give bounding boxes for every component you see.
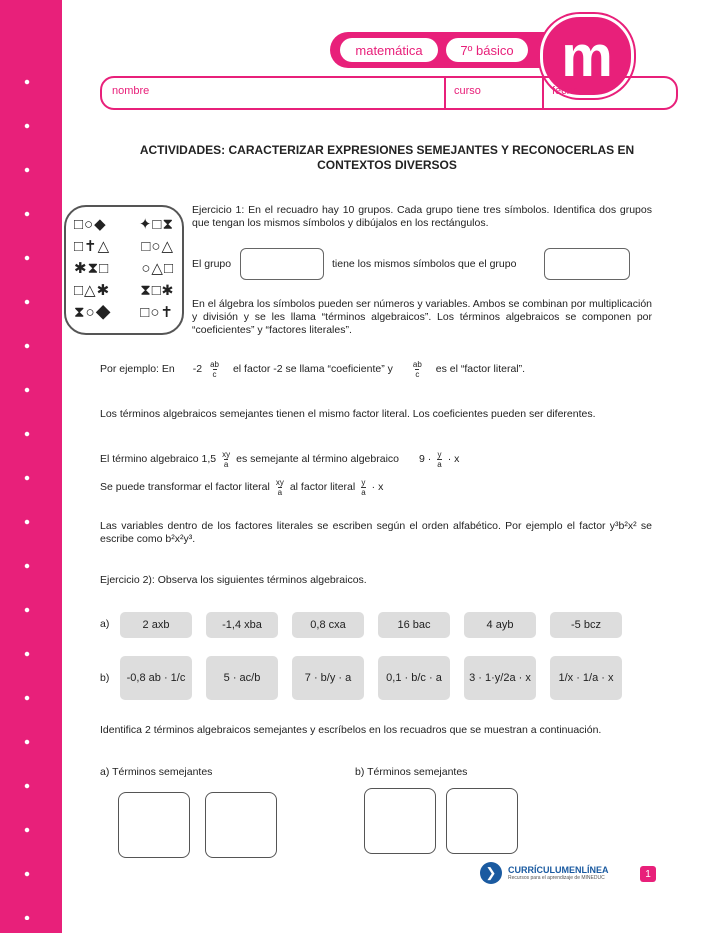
term-chip: -1,4 xba	[206, 612, 278, 638]
example-a: El término algebraico 1,5 $\frac{xy}{a}$ es semejante al término algebraico 9 · $\frac{y}{a}$ · x	[100, 450, 460, 469]
symbol-group: ✱⧗□	[74, 260, 110, 277]
page-number: 1	[640, 866, 656, 882]
symbol-group: □○✝	[140, 304, 174, 321]
term-chip: 5 · ac/b	[206, 656, 278, 700]
nombre-label: nombre	[112, 85, 150, 97]
term-chip: 3 · 1·y/2a · x	[464, 656, 536, 700]
answer-box-b1[interactable]	[364, 788, 436, 854]
group-answer-box-2[interactable]	[544, 248, 630, 280]
answer-box-a1[interactable]	[118, 792, 190, 858]
exercise-1-text: Ejercicio 1: En el recuadro hay 10 grupos. Cada grupo tiene tres símbolos. Identifica dos grupos que tengan los mismos símbolos y dibújalos en los rectángulos.	[192, 204, 652, 229]
symbol-group: ○△□	[141, 260, 174, 277]
student-info-bar	[100, 76, 678, 110]
exercise-2-text: Ejercicio 2): Observa los siguientes términos algebraicos.	[100, 574, 367, 586]
example-line: Por ejemplo: En -2 $\frac{ab}{c}$ el factor -2 se llama “coeficiente” y $\frac{ab}{c}$ es el “factor literal”.	[100, 360, 526, 379]
answer-label-b: b) Términos semejantes	[355, 766, 468, 778]
answer-box-a2[interactable]	[205, 792, 277, 858]
footer-logo: ❯ CURRÍCULUMENLÍNEA Recursos para el aprendizaje de MINEDUC	[480, 862, 609, 884]
symbol-group: □✝△	[74, 238, 111, 255]
identifica-paragraph: Identifica 2 términos algebraicos semejantes y escríbelos en los recuadros que se muestran a continuación.	[100, 724, 602, 736]
binder-spine	[0, 0, 62, 933]
term-chip: 0,1 · b/c · a	[378, 656, 450, 700]
fecha-label: fecha	[552, 85, 579, 97]
symbol-group: □○△	[141, 238, 174, 255]
row-b-label: b)	[100, 672, 110, 684]
term-chip: -0,8 ab · 1/c	[120, 656, 192, 700]
term-chip: -5 bcz	[550, 612, 622, 638]
symbol-group: □○◆	[74, 216, 107, 233]
term-chip: 16 bac	[378, 612, 450, 638]
row-a-label: a)	[100, 618, 110, 630]
answer-label-a: a) Términos semejantes	[100, 766, 213, 778]
grupo-label-a: El grupo	[192, 258, 232, 270]
curso-label: curso	[454, 85, 481, 97]
term-chip: 2 axb	[120, 612, 192, 638]
symbol-group: ✦□⧗	[138, 216, 174, 233]
example-b: Se puede transformar el factor literal $\frac{xy}{a}$ al factor literal $\frac{y}{a}$ · x	[100, 478, 384, 497]
subject-tag: matemática	[340, 38, 438, 62]
m-logo: m	[540, 14, 634, 98]
term-chip: 1/x · 1/a · x	[550, 656, 622, 700]
answer-box-b2[interactable]	[446, 788, 518, 854]
term-chip: 7 · b/y · a	[292, 656, 364, 700]
symbol-group: ⧗○◆	[74, 303, 112, 321]
grade-tag: 7º básico	[446, 38, 528, 62]
order-paragraph: Las variables dentro de los factores literales se escriben según el orden alfabético. Por ejemplo el factor y³b²x² se escribe como b²x²y³.	[100, 520, 652, 545]
term-chip: 4 ayb	[464, 612, 536, 638]
symbol-groups-box	[64, 205, 184, 335]
group-answer-box-1[interactable]	[240, 248, 324, 280]
page-title: ACTIVIDADES: CARACTERIZAR EXPRESIONES SEMEJANTES Y RECONOCERLAS EN CONTEXTOS DIVERSOS	[139, 143, 635, 172]
algebra-paragraph: En el álgebra los símbolos pueden ser números y variables. Ambos se combinan por multiplicación y división y se les llama “términos algebraicos”. Los términos algebraicos se componen por “coeficientes” y “factores literales”.	[192, 298, 652, 336]
symbol-group: ⧗□✱	[140, 281, 174, 299]
symbol-group: □△✱	[74, 282, 111, 299]
semejantes-paragraph: Los términos algebraicos semejantes tienen el mismo factor literal. Los coeficientes pueden ser diferentes.	[100, 408, 596, 420]
arrow-icon: ❯	[480, 862, 502, 884]
term-chip: 0,8 cxa	[292, 612, 364, 638]
grupo-label-b: tiene los mismos símbolos que el grupo	[332, 258, 517, 270]
